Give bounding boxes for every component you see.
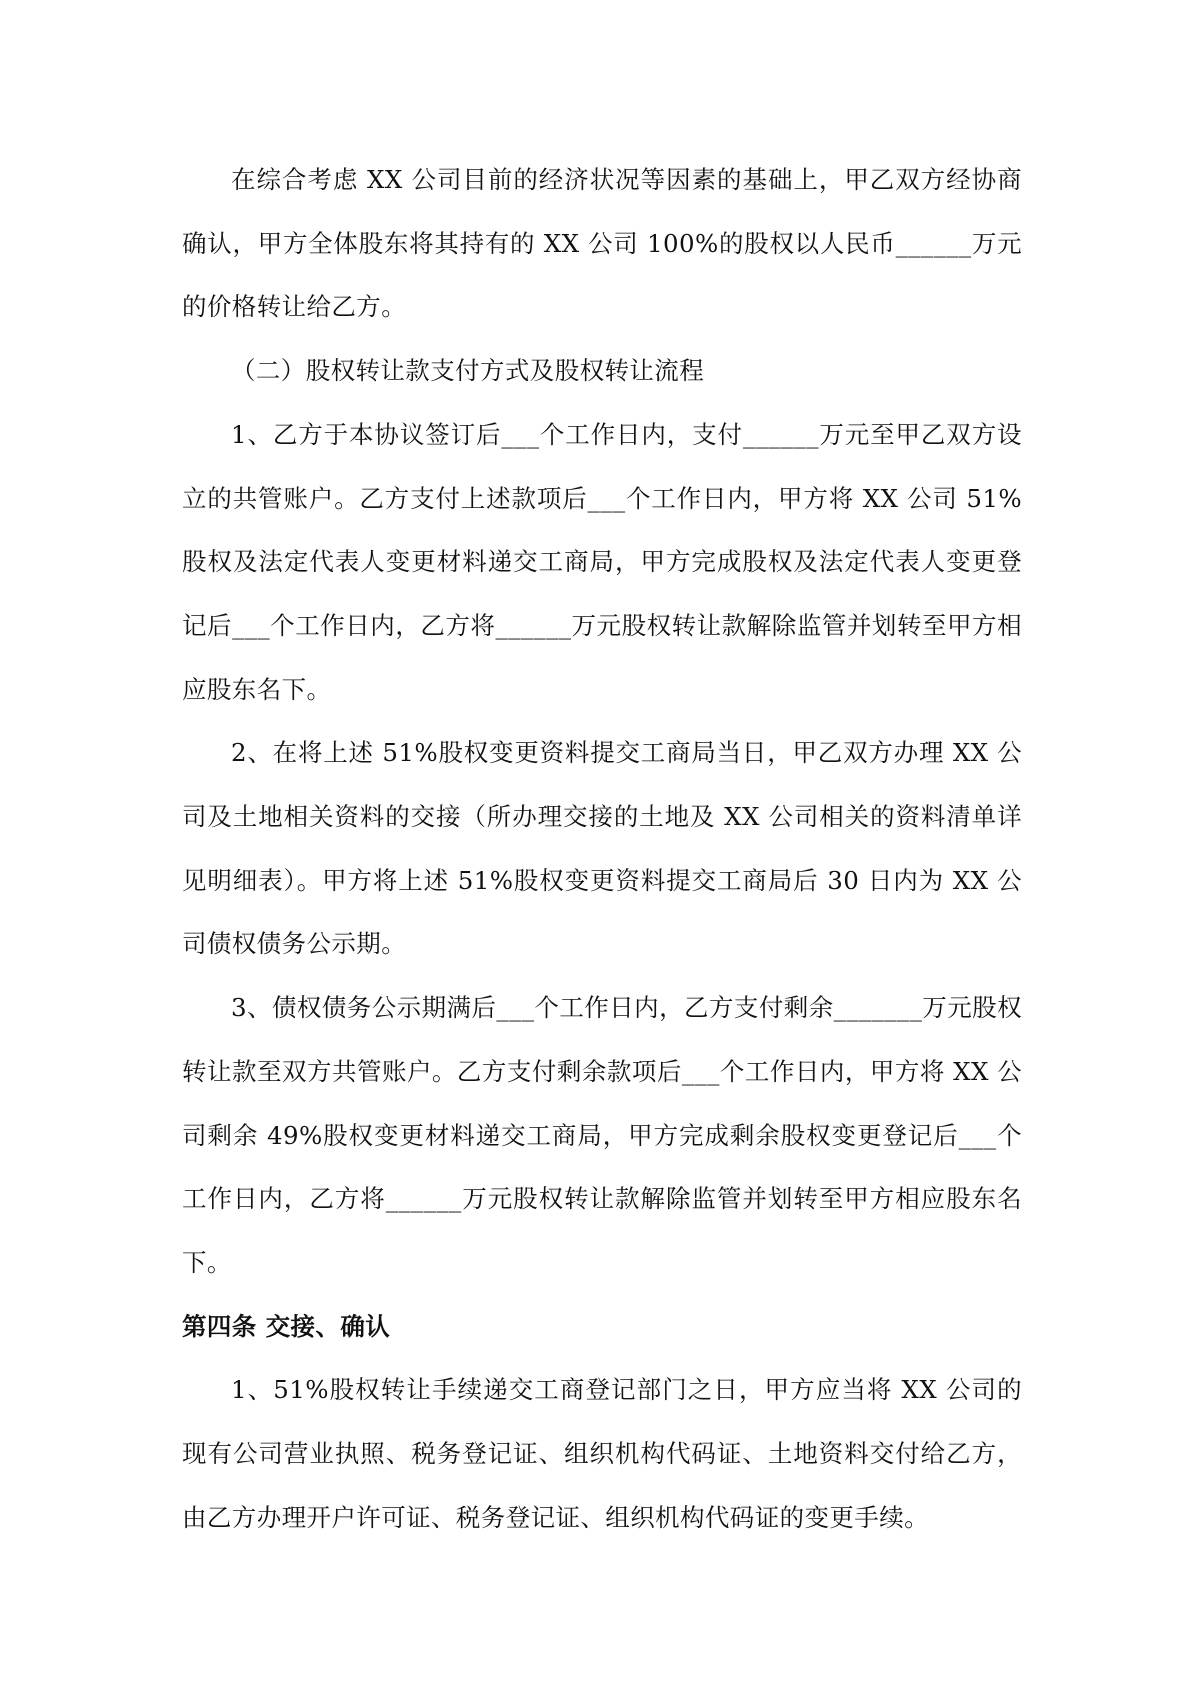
paragraph-clause-3: 3、债权债务公示期满后___个工作日内，乙方支付剩余_______万元股权转让款至双方共管账户。乙方支付剩余款项后___个工作日内，甲方将 XX 公司剩余 49%股权变更材料递交工商局，甲方完成剩余股权变更登记后___个工作日内，乙方将______万元股权转让款解除监管并划转至甲方相应股东名下。 — [182, 993, 1022, 1277]
paragraph-clause-2: 2、在将上述 51%股权变更资料提交工商局当日，甲乙双方办理 XX 公司及土地相关资料的交接（所办理交接的土地及 XX 公司相关的资料清单详见明细表）。甲方将上述 51%股权变更资料提交工商局后 30 日内为 XX 公司债权债务公示期。 — [182, 738, 1022, 959]
paragraph-clause-1: 1、乙方于本协议签订后___个工作日内，支付______万元至甲乙双方设立的共管账户。乙方支付上述款项后___个工作日内，甲方将 XX 公司 51%股权及法定代表人变更材料递交工商局，甲方完成股权及法定代表人变更登记后___个工作日内，乙方将______万元股权转让款解除监管并划转至甲方相应股东名下。 — [182, 419, 1022, 704]
article-heading-handover: 第四条 交接、确认 — [182, 1311, 391, 1341]
paragraph-handover-clause-1: 1、51%股权转让手续递交工商登记部门之日，甲方应当将 XX 公司的现有公司营业执照、税务登记证、组织机构代码证、土地资料交付给乙方，由乙方办理开户许可证、税务登记证、组织机构代码证的变更手续。 — [182, 1375, 1022, 1532]
section-heading-payment-method: （二）股权转让款支付方式及股权转让流程 — [231, 356, 705, 386]
paragraph-transfer-price: 在综合考虑 XX 公司目前的经济状况等因素的基础上，甲乙双方经协商确认，甲方全体股东将其持有的 XX 公司 100%的股权以人民币______万元的价格转让给乙方。 — [182, 165, 1022, 322]
document-body — [182, 148, 1022, 1549]
